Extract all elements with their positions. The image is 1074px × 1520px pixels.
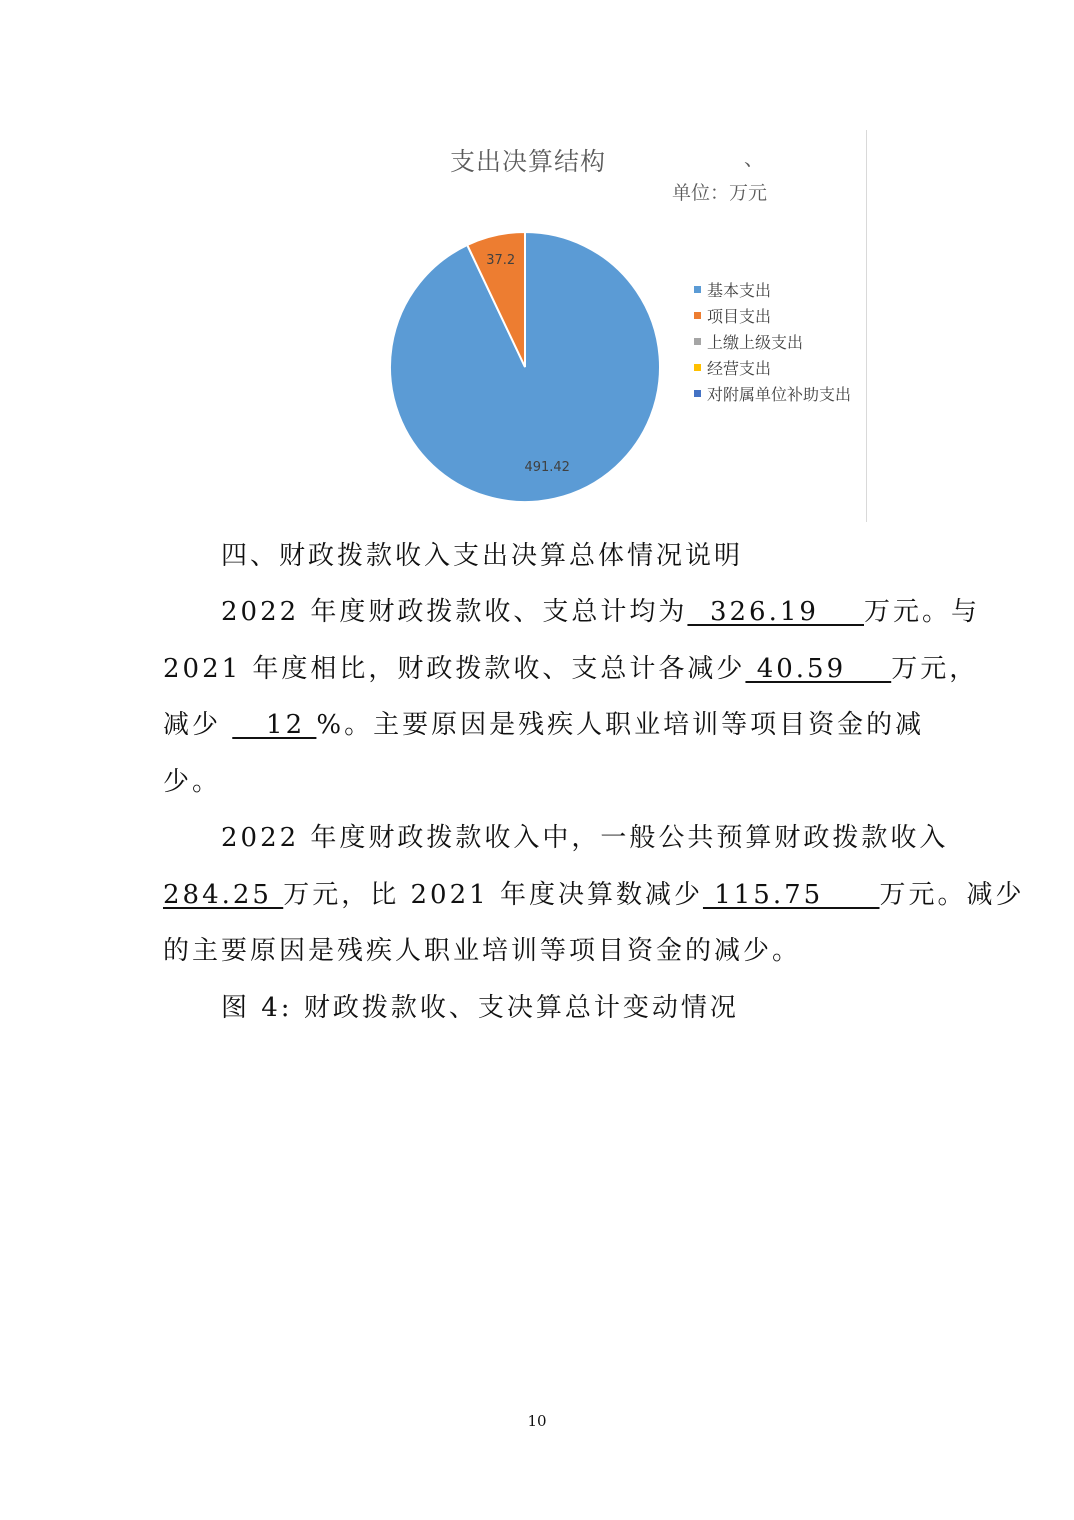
legend-item [694, 328, 851, 354]
chart-unit-label: 单位：万元 [672, 182, 768, 204]
para2-text: 万元。减少 [879, 879, 1025, 910]
para1-text: 2021 年度相比，财政拨款收、支总计各减少 [163, 653, 746, 684]
pie-value-label-1: 37.2 [486, 252, 516, 268]
caption-text: 图 4: 财政拨款收、支决算总计变动情况 [221, 993, 739, 1023]
legend-item [694, 380, 851, 406]
legend-swatch [694, 286, 701, 293]
para1-text: 万元， [891, 653, 979, 684]
para1-line3 [163, 697, 925, 754]
general-budget-decrease: 115.75 [702, 879, 880, 910]
chart-stray-mark: 、 [744, 146, 764, 170]
para2-line1: 2022 年度财政拨款收入中，一般公共预算财政拨款收入 [221, 823, 949, 853]
legend-label: 上缴上级支出 [707, 332, 804, 352]
page-number: 10 [527, 1412, 547, 1430]
para1-text: 2022 年度财政拨款收、支总计均为 [221, 597, 688, 627]
legend-item [694, 354, 851, 380]
legend-swatch [694, 390, 701, 397]
legend-label: 对附属单位补助支出 [707, 384, 852, 404]
legend-label: 基本支出 [707, 280, 772, 300]
decrease-amount: 40.59 [745, 653, 892, 684]
para1-text: 减少 [163, 710, 233, 740]
total-amount: 326.19 [687, 597, 864, 627]
legend-item [694, 302, 851, 328]
pie-value-label-0: 491.42 [524, 459, 570, 475]
para2-line3: 的主要原因是残疾人职业培训等项目资金的减少。 [163, 936, 802, 966]
legend-swatch [694, 364, 701, 371]
pie-chart [380, 220, 680, 520]
paragraph-total-comparison [163, 584, 981, 810]
chart-border-line [866, 130, 867, 522]
figure-caption [163, 980, 973, 1037]
decrease-percent: 12 [232, 710, 317, 740]
legend-label: 项目支出 [707, 306, 772, 326]
legend-item [694, 276, 851, 302]
legend-swatch [694, 312, 701, 319]
para1-text: %。主要原因是残疾人职业培训等项目资金的减 [316, 710, 925, 740]
para1-text: 万元。与 [864, 597, 981, 627]
para1-line4: 少。 [163, 766, 222, 797]
heading-text: 四、财政拨款收入支出决算总体情况说明 [221, 541, 744, 571]
paragraph-general-budget [163, 810, 1025, 980]
para1-line2 [163, 641, 979, 698]
general-budget-amount: 284.25 [163, 879, 284, 910]
chart-legend [694, 276, 851, 406]
legend-swatch [694, 338, 701, 345]
chart-title: 支出决算结构 [450, 147, 607, 176]
legend-label: 经营支出 [707, 358, 772, 378]
para1-line1 [163, 584, 981, 641]
para2-text: 万元，比 2021 年度决算数减少 [283, 879, 703, 910]
section-heading [163, 528, 973, 585]
para2-line2 [163, 867, 1025, 924]
